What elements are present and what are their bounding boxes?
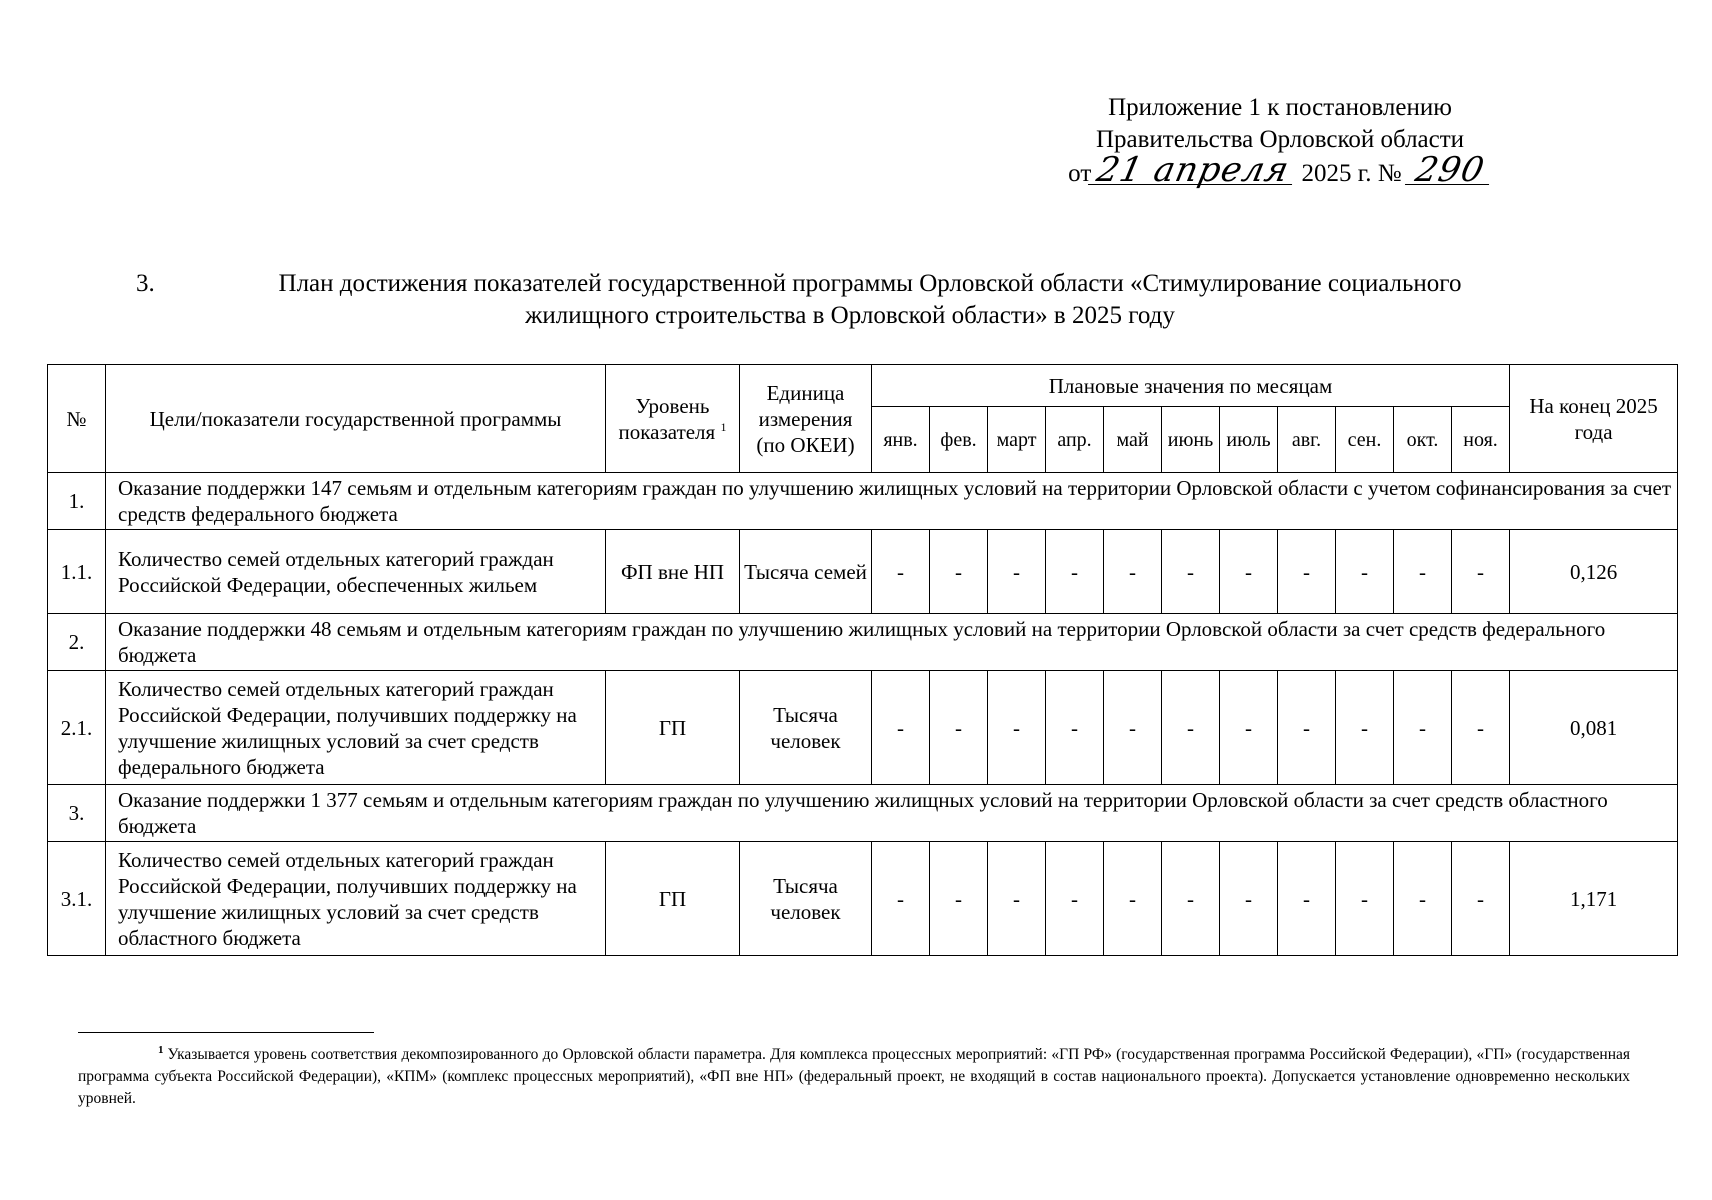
indicator-unit: Тысяча человек [740,842,872,956]
indicator-no: 1.1. [48,530,106,614]
footnote [78,1044,1630,1110]
month-value: - [1278,842,1336,956]
month-value: - [1046,671,1104,785]
indicator-name: Количество семей отдельных категорий граждан Российской Федерации, получивших поддержку на улучшение жилищных условий за счет средств областного бюджета [106,842,606,956]
month-value: - [1452,671,1510,785]
handwritten-date: 21 апреля [1088,156,1298,185]
appendix-line-1: Приложение 1 к постановлению [1108,94,1452,121]
month-value: - [1336,530,1394,614]
goal-text: Оказание поддержки 147 семьям и отдельным категориям граждан по улучшению жилищных условий на территории Орловской области с учетом софинансирования за счет средств федерального бюджета [106,473,1678,530]
month-value: - [1394,530,1452,614]
month-value: - [1220,842,1278,956]
header-end-of-year: На конец 2025 года [1510,365,1678,473]
month-value: - [1394,671,1452,785]
header-unit: Единица измерения (по ОКЕИ) [740,365,872,473]
end-of-year-value: 1,171 [1510,842,1678,956]
goal-text: Оказание поддержки 1 377 семьям и отдельным категориям граждан по улучшению жилищных условий на территории Орловской области за счет средств областного бюджета [106,785,1678,842]
appendix-date-line [1040,150,1520,190]
indicator-row [48,671,1678,785]
indicator-unit: Тысяча человек [740,671,872,785]
year-text: 2025 г. № [1301,160,1402,187]
indicator-level: ГП [606,842,740,956]
month-value: - [1336,842,1394,956]
goal-text: Оказание поддержки 48 семьям и отдельным категориям граждан по улучшению жилищных условий на территории Орловской области за счет средств федерального бюджета [106,614,1678,671]
footnote-divider [78,1032,374,1033]
month-value: - [1046,530,1104,614]
header-month: ноя. [1452,407,1510,473]
date-prefix: от [1068,160,1092,187]
section-title [120,268,1580,332]
section-title-line-1: План достижения показателей государственной программы Орловской области «Стимулирование социального [278,270,1462,297]
month-value: - [1452,530,1510,614]
header-level [606,365,740,473]
indicator-no: 3.1. [48,842,106,956]
appendix-line-2: Правительства Орловской области [1095,126,1465,153]
month-value: - [872,671,930,785]
indicator-level: ГП [606,671,740,785]
indicator-name: Количество семей отдельных категорий граждан Российской Федерации, обеспеченных жильем [106,530,606,614]
header-month: апр. [1046,407,1104,473]
month-value: - [1104,671,1162,785]
header-month: окт. [1394,407,1452,473]
month-value: - [1162,842,1220,956]
header-month: июль [1220,407,1278,473]
month-value: - [1162,671,1220,785]
indicator-row [48,530,1678,614]
end-of-year-value: 0,126 [1510,530,1678,614]
month-value: - [1220,671,1278,785]
goal-row [48,785,1678,842]
indicator-level: ФП вне НП [606,530,740,614]
goal-no: 2. [48,614,106,671]
footnote-text: Указывается уровень соответствия декомпозированного до Орловской области параметра. Для комплекса процессных мероприятий: «ГП РФ» (государственная программа Российской Федерации), «ГП» (государственная программа субъекта Российской Федерации), «КПМ» (комплекс процессных мероприятий), «ФП вне НП» (федеральный проект, не входящий в состав национального проекта). Допускается установление одновременно нескольких уровней. [78,1046,1630,1107]
end-of-year-value: 0,081 [1510,671,1678,785]
indicator-no: 2.1. [48,671,106,785]
header-monthly: Плановые значения по месяцам [872,365,1510,407]
indicator-row [48,842,1678,956]
header-month: авг. [1278,407,1336,473]
section-number: 3. [136,270,155,297]
month-value: - [1220,530,1278,614]
goal-no: 3. [48,785,106,842]
month-value: - [930,530,988,614]
month-value: - [1278,530,1336,614]
section-title-line-2: жилищного строительства в Орловской области» в 2025 году [525,302,1175,329]
goal-row [48,614,1678,671]
month-value: - [1394,842,1452,956]
month-value: - [1278,671,1336,785]
header-month: фев. [930,407,988,473]
header-month: янв. [872,407,930,473]
header-goals: Цели/показатели государственной программы [106,365,606,473]
header-no: № [48,365,106,473]
header-month: март [988,407,1046,473]
month-value: - [988,530,1046,614]
indicator-unit: Тысяча семей [740,530,872,614]
month-value: - [1336,671,1394,785]
appendix-header [1040,92,1520,190]
month-value: - [872,842,930,956]
footnote-marker: 1 [158,1043,164,1056]
header-month: май [1104,407,1162,473]
plan-table [47,364,1678,956]
month-value: - [988,671,1046,785]
handwritten-number: 290 [1405,156,1495,185]
header-level-label: Уровень показателя [618,393,716,444]
header-level-footnote: 1 [720,419,727,434]
header-month: сен. [1336,407,1394,473]
goal-no: 1. [48,473,106,530]
month-value: - [1046,842,1104,956]
month-value: - [1104,530,1162,614]
month-value: - [1104,842,1162,956]
month-value: - [1162,530,1220,614]
header-month: июнь [1162,407,1220,473]
goal-row [48,473,1678,530]
month-value: - [872,530,930,614]
month-value: - [930,671,988,785]
indicator-name: Количество семей отдельных категорий граждан Российской Федерации, получивших поддержку на улучшение жилищных условий за счет средств федерального бюджета [106,671,606,785]
month-value: - [1452,842,1510,956]
month-value: - [988,842,1046,956]
month-value: - [930,842,988,956]
